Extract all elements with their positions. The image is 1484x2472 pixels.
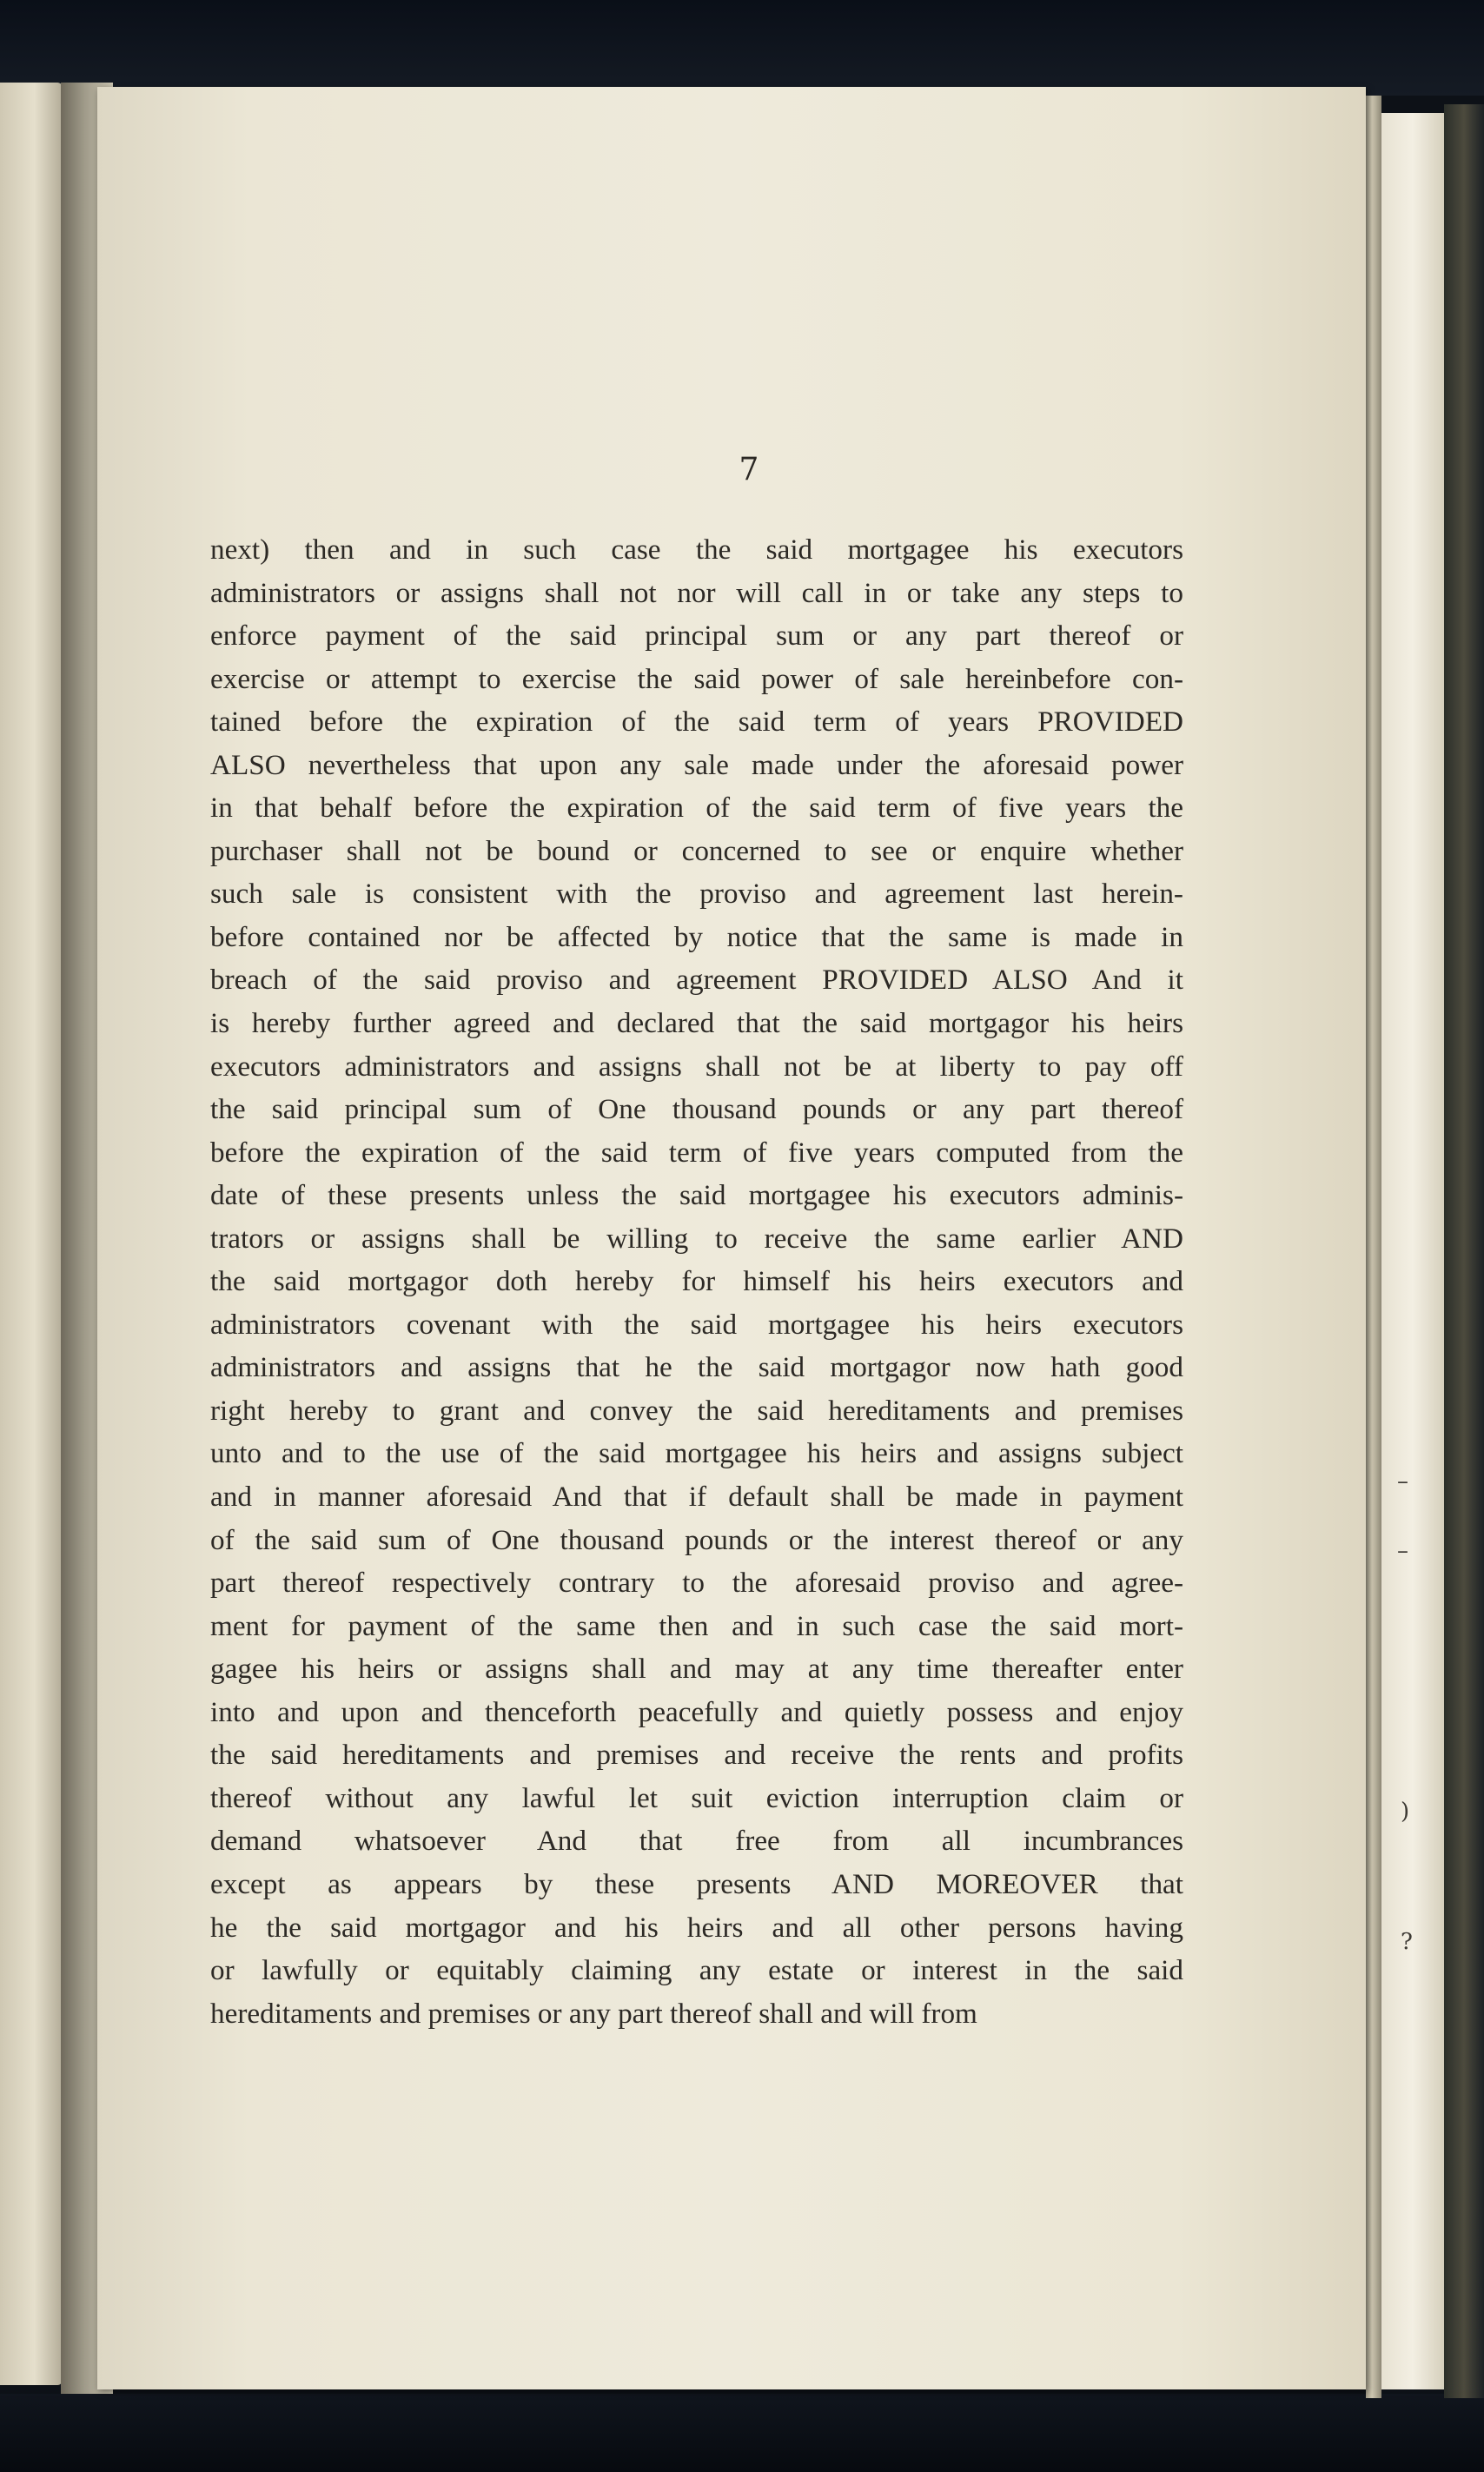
text-line: of the said sum of One thousand pounds or the interest thereof or any bbox=[210, 1523, 1183, 1556]
text-line: enforce payment of the said principal sum or any part thereof or bbox=[210, 620, 1183, 653]
text-line: tained before the expiration of the said term of years PROVIDED bbox=[210, 706, 1183, 739]
text-line: the said mortgagor doth hereby for himself his heirs executors and bbox=[210, 1265, 1183, 1298]
text-line: administrators covenant with the said mortgagee his heirs executors bbox=[210, 1308, 1183, 1341]
text-line: breach of the said proviso and agreement PROVIDED ALSO And it bbox=[210, 964, 1183, 997]
text-line: and in manner aforesaid And that if default shall be made in payment bbox=[210, 1481, 1183, 1514]
text-line: such sale is consistent with the proviso and agreement last herein- bbox=[210, 878, 1183, 911]
body-text bbox=[210, 528, 1183, 2035]
background-bottom bbox=[0, 2394, 1484, 2472]
text-line: gagee his heirs or assigns shall and may at any time thereafter enter bbox=[210, 1653, 1183, 1686]
handwritten-mark: ? bbox=[1401, 1929, 1413, 1955]
page-edge bbox=[1366, 96, 1381, 2398]
text-line: he the said mortgagor and his heirs and all other persons having bbox=[210, 1911, 1183, 1944]
text-line: in that behalf before the expiration of the said term of five years the bbox=[210, 792, 1183, 825]
text-line: administrators or assigns shall not nor will call in or take any steps to bbox=[210, 576, 1183, 609]
handwritten-mark: – bbox=[1397, 1538, 1408, 1564]
text-line: executors administrators and assigns shall not be at liberty to pay off bbox=[210, 1050, 1183, 1083]
text-line: hereditaments and premises or any part thereof shall and will from bbox=[210, 1997, 977, 2030]
handwritten-mark: – bbox=[1397, 1468, 1408, 1494]
text-line: before the expiration of the said term of five years computed from the bbox=[210, 1136, 1183, 1169]
text-line: the said hereditaments and premises and receive the rents and profits bbox=[210, 1739, 1183, 1772]
text-line: thereof without any lawful let suit eviction interruption claim or bbox=[210, 1781, 1183, 1814]
text-line: exercise or attempt to exercise the said power of sale hereinbefore con- bbox=[210, 662, 1183, 695]
text-line: unto and to the use of the said mortgagee his heirs and assigns subject bbox=[210, 1437, 1183, 1470]
text-line: part thereof respectively contrary to the aforesaid proviso and agree- bbox=[210, 1567, 1183, 1600]
facing-page-edge bbox=[0, 83, 63, 2385]
text-line: right hereby to grant and convey the said hereditaments and premises bbox=[210, 1394, 1183, 1427]
text-line: trators or assigns shall be willing to receive the same earlier AND bbox=[210, 1222, 1183, 1255]
page-number: 7 bbox=[739, 452, 759, 487]
text-line: or lawfully or equitably claiming any estate or interest in the said bbox=[210, 1954, 1183, 1987]
text-line: purchaser shall not be bound or concerned to see or enquire whether bbox=[210, 834, 1183, 867]
text-line: date of these presents unless the said mortgagee his executors adminis- bbox=[210, 1179, 1183, 1212]
book-binding bbox=[1444, 104, 1484, 2398]
document-page bbox=[97, 87, 1366, 2389]
text-line: except as appears by these presents AND MOREOVER that bbox=[210, 1867, 1183, 1900]
text-line: into and upon and thenceforth peacefully and quietly possess and enjoy bbox=[210, 1695, 1183, 1728]
text-line: ALSO nevertheless that upon any sale made under the aforesaid power bbox=[210, 748, 1183, 781]
text-line: ment for payment of the same then and in such case the said mort- bbox=[210, 1609, 1183, 1642]
text-line: administrators and assigns that he the said mortgagor now hath good bbox=[210, 1351, 1183, 1384]
text-line: next) then and in such case the said mortgagee his executors bbox=[210, 534, 1183, 566]
text-line: demand whatsoever And that free from all incumbrances bbox=[210, 1825, 1183, 1858]
handwritten-mark: ) bbox=[1401, 1799, 1410, 1825]
text-line: the said principal sum of One thousand pounds or any part thereof bbox=[210, 1093, 1183, 1126]
text-line: is hereby further agreed and declared that the said mortgagor his heirs bbox=[210, 1007, 1183, 1040]
background-top bbox=[0, 0, 1484, 96]
text-line: before contained nor be affected by notice that the same is made in bbox=[210, 920, 1183, 953]
